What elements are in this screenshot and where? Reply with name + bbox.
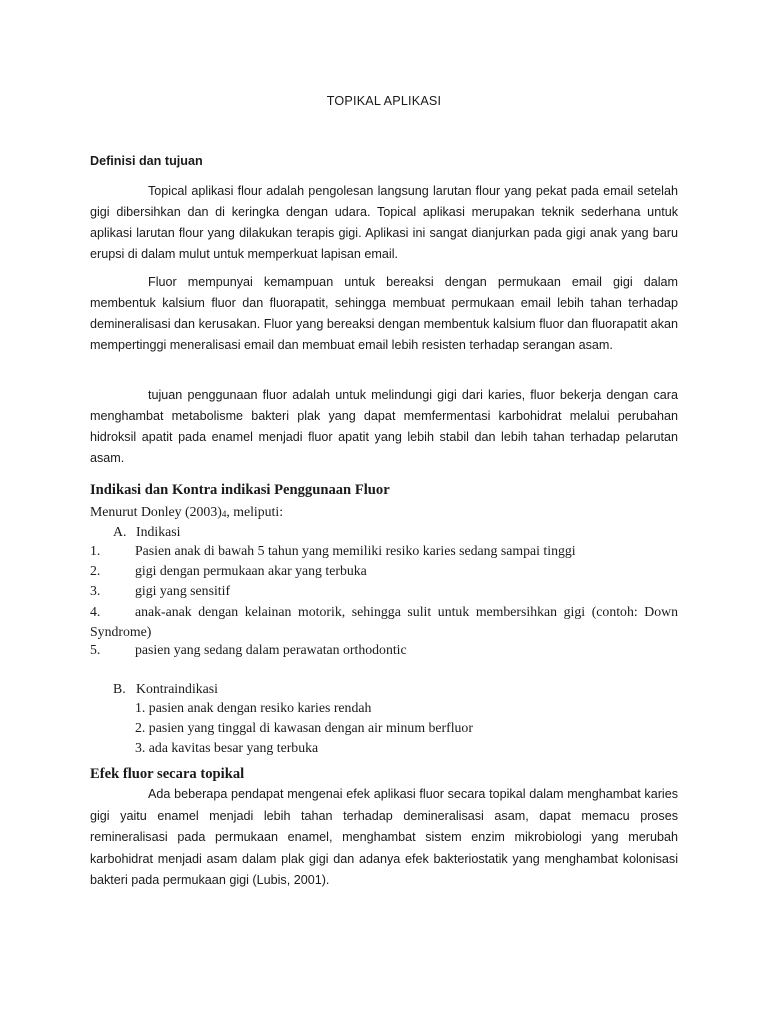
intro-text: Menurut Donley (2003) <box>90 504 222 519</box>
list-number: 3. <box>90 583 101 598</box>
list-label-kontraindikasi: Kontraindikasi <box>136 681 218 696</box>
list-number: 1. <box>90 543 101 558</box>
list-item: pasien yang sedang dalam perawatan orthodontic <box>135 642 407 657</box>
section-heading-definisi: Definisi dan tujuan <box>90 154 203 168</box>
list-item: gigi dengan permukaan akar yang terbuka <box>135 563 367 578</box>
intro-line <box>90 504 283 520</box>
paragraph-definisi-1: Topical aplikasi flour adalah pengolesan langsung larutan flour yang pekat pada email setelah gigi dibersihkan dan di keringka dengan udara. Topical aplikasi merupakan teknik sederhana untuk aplikasi larutan flour yang dilakukan terapis gigi. Aplikasi ini sangat dianjurkan pada gigi anak yang baru erupsi di dalam mulut untuk memperkuat lapisan email. <box>90 184 678 261</box>
intro-end: , meliputi: <box>226 504 284 519</box>
list-item: gigi yang sensitif <box>135 583 231 598</box>
list-item-wrapped <box>90 602 678 642</box>
list-item: anak-anak dengan kelainan motorik, sehingga sulit untuk membersihkan gigi (contoh: Down Syndrome) <box>90 604 678 639</box>
list-item: Pasien anak di bawah 5 tahun yang memiliki resiko karies sedang sampai tinggi <box>135 543 576 558</box>
section-heading-efek: Efek fluor secara topikal <box>90 766 245 782</box>
citation-ref: 4 <box>221 509 227 519</box>
list-label-indikasi: Indikasi <box>136 524 181 539</box>
list-item: 1. pasien anak dengan resiko karies rendah <box>135 700 372 715</box>
paragraph-efek: Ada beberapa pendapat mengenai efek aplikasi fluor secara topikal dalam menghambat karies gigi yaitu enamel menjadi lebih tahan terhadap demineralisasi asam, dapat memacu proses remineralisasi pada permukaan enamel, menghambat sistem enzim mikrobiologi yang merubah karbohidrat menjadi asam dalam plak gigi dan adanya efek bakteriostatik yang menghambat kolonisasi bakteri pada permukaan gigi (Lubis, 2001). <box>90 787 678 887</box>
page-title: TOPIKAL APLIKASI <box>326 94 442 108</box>
list-letter-a: A. <box>113 524 127 539</box>
list-number: 4. <box>90 604 101 619</box>
section-heading-indikasi: Indikasi dan Kontra indikasi Penggunaan Fluor <box>90 482 390 498</box>
paragraph-definisi-2: Fluor mempunyai kemampuan untuk bereaksi dengan permukaan email gigi dalam membentuk kalsium fluor dan fluorapatit, sehingga membuat permukaan email lebih tahan terhadap demineralisasi dan kerusakan. Fluor yang bereaksi dengan membentuk kalsium fluor dan fluorapatit akan mempertinggi meneralisasi email dan membuat email lebih resisten terhadap serangan asam. <box>90 275 678 352</box>
paragraph-definisi-3: tujuan penggunaan fluor adalah untuk melindungi gigi dari karies, fluor bekerja dengan cara menghambat metabolisme bakteri plak yang dapat memfermentasi karbohidrat melalui perubahan hidroksil apatit pada enamel menjadi fluor apatit yang lebih stabil dan lebih tahan terhadap pelarutan asam. <box>90 388 678 465</box>
list-item: 2. pasien yang tinggal di kawasan dengan air minum berfluor <box>135 720 473 735</box>
list-letter-b: B. <box>113 681 126 696</box>
list-number: 2. <box>90 563 101 578</box>
list-item: 3. ada kavitas besar yang terbuka <box>135 740 319 755</box>
list-number: 5. <box>90 642 101 657</box>
